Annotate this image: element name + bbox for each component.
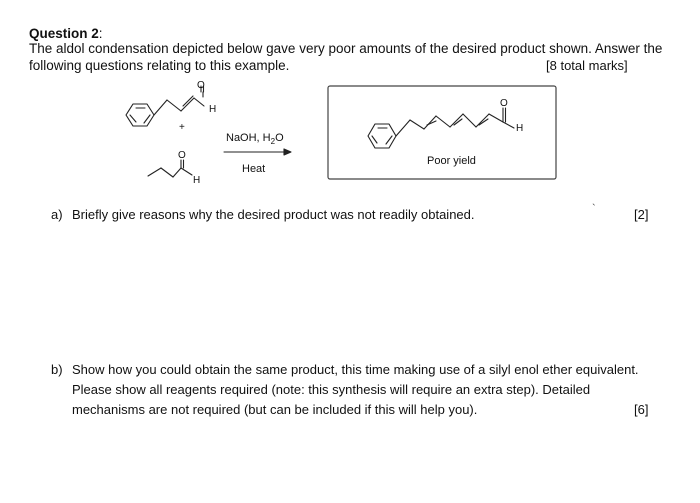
part-a-text: Briefly give reasons why the desired product was not readily obtained. [72, 207, 475, 222]
part-b-line-3: mechanisms are not required (but can be included if this will help you). [72, 402, 478, 417]
part-b-marks: [6] [634, 402, 649, 417]
product-oxygen: O [500, 98, 508, 109]
reagent-label: NaOH, $H_2O$ [226, 132, 284, 146]
total-marks: [8 total marks] [546, 58, 628, 73]
reactant2-oxygen: O [178, 150, 186, 161]
question-intro-line-2: following questions relating to this example. [29, 58, 290, 73]
plus-sign: + [179, 122, 185, 133]
stray-mark: ` [592, 203, 596, 215]
question-colon: : [98, 26, 103, 41]
reactant1-oxygen: O [197, 80, 205, 91]
part-b-line-1: Show how you could obtain the same product, this time making use of a silyl enol ether equivalent. [72, 362, 639, 377]
reaction-arrow [224, 149, 291, 155]
reactant2-hydrogen: H [193, 175, 201, 186]
product-yield-note: Poor yield [427, 155, 476, 167]
part-b-line-2: Please show all reagents required (note: this synthesis will require an extra step). Detailed [72, 382, 591, 397]
reactant1-hydrogen: H [209, 104, 217, 115]
question-intro-line-1: The aldol condensation depicted below gave very poor amounts of the desired product shown. Answer the [29, 41, 663, 56]
part-b-label: b) [51, 362, 63, 377]
aldehyde-structure [148, 160, 192, 177]
cinnamaldehyde-structure [126, 86, 204, 126]
product-hydrogen: H [516, 123, 524, 134]
condition-label: Heat [242, 163, 266, 175]
product-structure [368, 108, 514, 148]
part-a-label: a) [51, 207, 63, 222]
question-number: Question 2 [29, 26, 99, 41]
part-a-marks: [2] [634, 207, 649, 222]
